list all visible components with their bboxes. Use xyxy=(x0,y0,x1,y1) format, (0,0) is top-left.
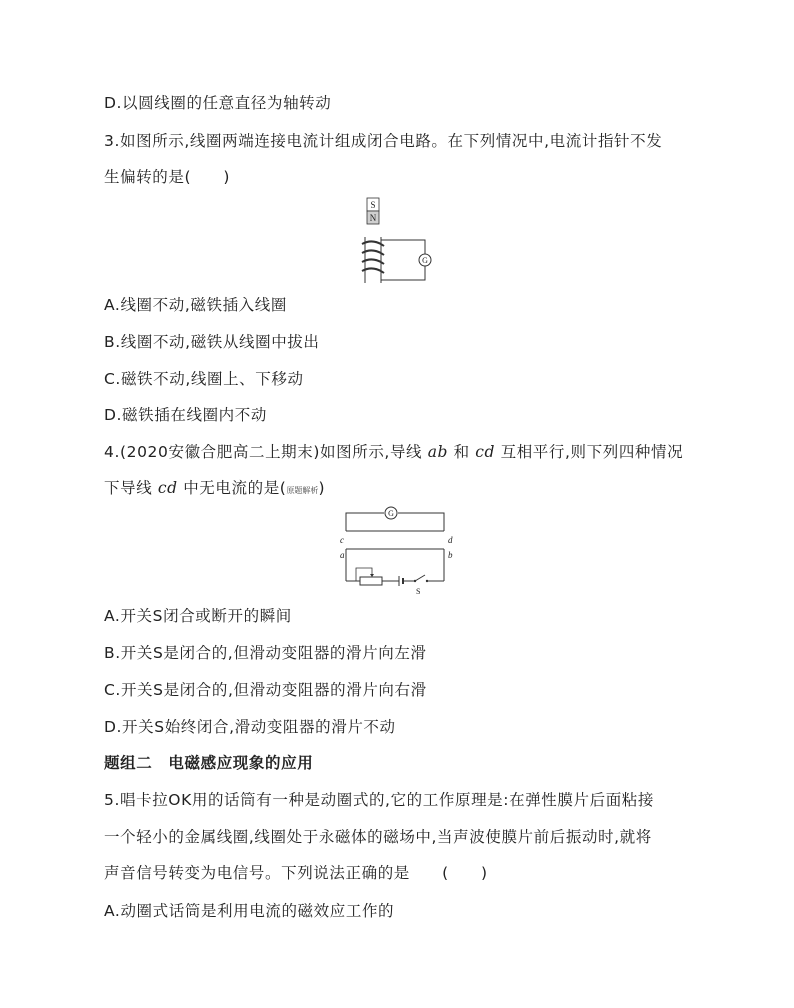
option-d-prev: D.以圆线圈的任意直径为轴转动 xyxy=(104,94,332,112)
q4-option-c: C.开关S是闭合的,但滑动变阻器的滑片向右滑 xyxy=(104,681,427,699)
q4-option-b: B.开关S是闭合的,但滑动变阻器的滑片向左滑 xyxy=(104,644,427,662)
figure-coil-magnet xyxy=(345,196,435,286)
q4-wire-cd: cd xyxy=(475,443,496,461)
magnet-n-label: N xyxy=(369,213,377,223)
q5-stem-line3: 声音信号转变为电信号。下列说法正确的是 ( ) xyxy=(104,864,488,882)
q4-stem-line2: 下导线 cd 中无电流的是(原题解析) xyxy=(104,479,326,497)
q3-option-c: C.磁铁不动,线圈上、下移动 xyxy=(104,370,304,388)
switch-label: S xyxy=(416,587,421,596)
magnet-s-label: S xyxy=(370,200,376,210)
q4-option-a: A.开关S闭合或断开的瞬间 xyxy=(104,607,292,625)
group-heading: 题组二 电磁感应现象的应用 xyxy=(104,754,314,772)
label-d: d xyxy=(448,535,453,545)
label-c: c xyxy=(340,535,344,545)
q3-stem-line2: 生偏转的是( ) xyxy=(104,168,230,186)
figure-parallel-wires xyxy=(336,506,466,598)
q5-stem-line1: 5.唱卡拉OK用的话筒有一种是动圈式的,它的工作原理是:在弹性膜片后面粘接 xyxy=(104,791,655,809)
q4-wire-cd-2: cd xyxy=(157,479,178,497)
galvanometer-label: G xyxy=(422,256,428,265)
q3-option-b: B.线圈不动,磁铁从线圈中拔出 xyxy=(104,333,320,351)
q4-wire-ab: ab xyxy=(427,443,449,461)
label-a: a xyxy=(340,550,345,560)
q5-option-a: A.动圈式话筒是利用电流的磁效应工作的 xyxy=(104,902,395,920)
q3-option-a: A.线圈不动,磁铁插入线圈 xyxy=(104,296,287,314)
q3-option-d: D.磁铁插在线圈内不动 xyxy=(104,406,267,424)
fig2-galvanometer-label: G xyxy=(388,509,394,518)
label-b: b xyxy=(448,550,453,560)
q5-stem-line2: 一个轻小的金属线圈,线圈处于永磁体的磁场中,当声波使膜片前后振动时,就将 xyxy=(104,828,652,846)
q4-option-d: D.开关S始终闭合,滑动变阻器的滑片不动 xyxy=(104,718,396,736)
q4-source-tag: 原题解析 xyxy=(286,486,319,495)
q4-stem-line1: 4.(2020安徽合肥高二上期末)如图所示,导线 ab 和 cd 互相平行,则下列四种情况 xyxy=(104,443,684,461)
q3-stem-line1: 3.如图所示,线圈两端连接电流计组成闭合电路。在下列情况中,电流计指针不发 xyxy=(104,132,663,150)
